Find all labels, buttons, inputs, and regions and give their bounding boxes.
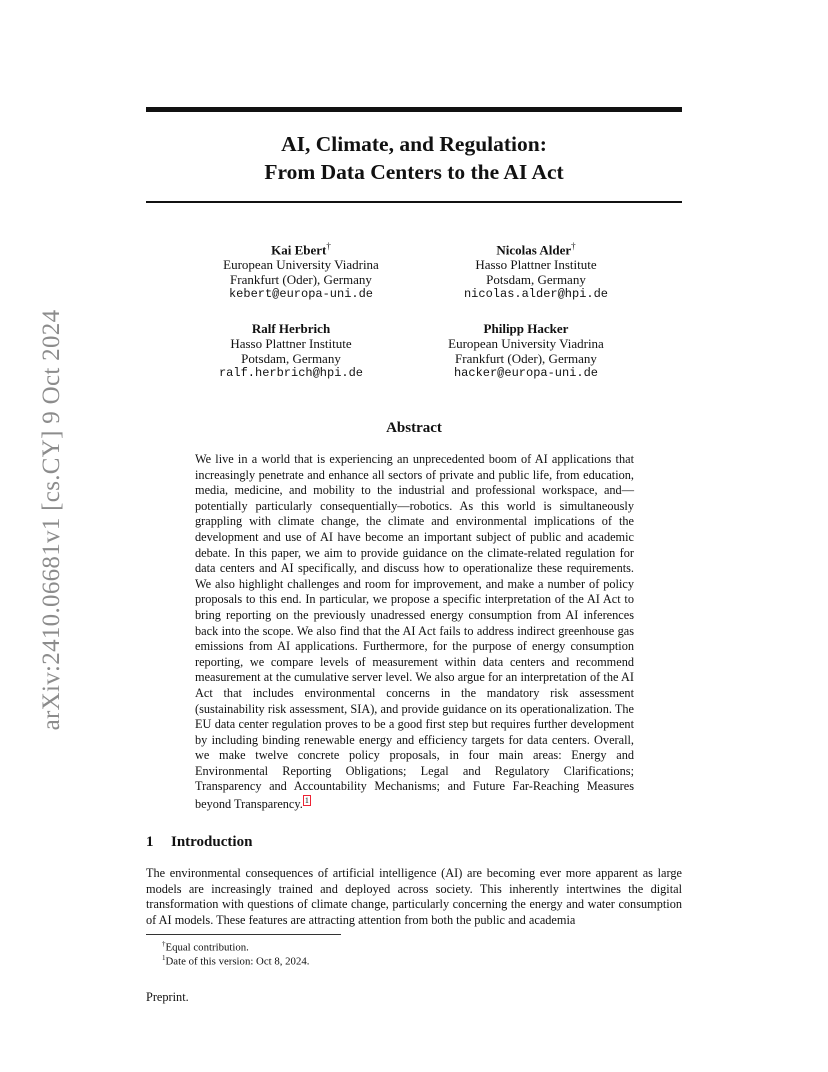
title-line-2: From Data Centers to the AI Act [264, 160, 564, 184]
author-email[interactable]: ralf.herbrich@hpi.de [218, 366, 364, 380]
author-name: Ralf Herbrich [251, 321, 331, 336]
footnote-mark: 1 [162, 954, 166, 962]
equal-contribution-mark: † [326, 241, 331, 251]
author-location: Potsdam, Germany [241, 351, 341, 366]
footnote-mark: † [162, 940, 166, 948]
footnote-2 [162, 952, 309, 969]
author-email[interactable]: nicolas.alder@hpi.de [463, 287, 609, 302]
author-block-2 [464, 239, 608, 302]
abstract-body [195, 452, 634, 813]
section-number: 1 [146, 834, 154, 850]
author-affiliation: Hasso Plattner Institute [230, 336, 352, 351]
abstract-heading: Abstract [386, 420, 442, 436]
arxiv-identifier: arXiv:2410.06681v1 [cs.CY] 9 Oct 2024 [38, 309, 65, 731]
equal-contribution-mark: † [571, 241, 576, 251]
preprint-label: Preprint. [146, 990, 189, 1004]
author-name: Nicolas Alder [496, 242, 572, 258]
author-location: Frankfurt (Oder), Germany [230, 272, 372, 288]
title-bottom-rule [146, 201, 682, 203]
author-block-4 [448, 321, 604, 381]
author-name: Kai Ebert [271, 242, 327, 258]
section-title: Introduction [171, 834, 253, 850]
footnote-text: Equal contribution. [165, 941, 249, 954]
footnote-text: Date of this version: Oct 8, 2024. [165, 955, 310, 968]
paper-title [146, 130, 682, 186]
introduction-paragraph: The environmental consequences of artificial intelligence (AI) are becoming ever more apparent as large models are increasingly trained and deployed across society. This inherently intertwines the digital transformation with questions of climate change, particularly concerning the energy and water consumption of AI models. These features are attracting attention from both the public and academia [146, 866, 682, 927]
author-name: Philipp Hacker [483, 321, 569, 336]
author-block-1 [223, 239, 379, 302]
author-location: Potsdam, Germany [486, 272, 586, 288]
author-affiliation: European University Viadrina [448, 336, 604, 351]
author-affiliation: European University Viadrina [223, 257, 379, 273]
author-email[interactable]: hacker@europa-uni.de [453, 366, 599, 380]
author-location: Frankfurt (Oder), Germany [455, 351, 597, 366]
author-block-3 [219, 321, 363, 381]
section-heading [146, 834, 252, 851]
author-email[interactable]: kebert@europa-uni.de [228, 287, 374, 302]
footnote-rule [146, 934, 341, 935]
author-affiliation: Hasso Plattner Institute [475, 257, 597, 273]
abstract-text: We live in a world that is experiencing an unprecedented boom of AI applications that increasingly penetrate and enhance all sectors of private and public life, from education, media, medicine, and mobility to the industrial and professional workspace, and—potentially particularly consequentially—robotics. As this world is simultaneously grappling with climate change, the climate and environmental implications of the development and use of AI have become an important subject of public and academic debate. In this paper, we aim to provide guidance on the climate-related regulation for data centers and AI specifically, and discuss how to operationalize these requirements. We also highlight challenges and room for improvement, and make a number of policy proposals to this end. In particular, we propose a specific interpretation of the AI Act to bring reporting on the previously unadressed energy consumption from AI inferences back into the scope. We also find that the AI Act fails to address indirect greenhouse gas emissions from AI applications. Furthermore, for the purpose of energy consumption reporting, we compare levels of measurement within data centers and recommend measurement at the cumulative server level. We also argue for an interpretation of the AI Act that includes environmental concerns in the mandatory risk assessment (sustainability risk assessment, SIA), and provide guidance on its operationalization. The EU data center regulation proves to be a good first step but requires further development by including binding renewable energy and efficiency targets for data centers. Overall, we make twelve concrete policy proposals, in four main areas: Energy and Environmental Reporting Obligations; Legal and Regulatory Clarifications; Transparency and Accountability Mechanisms; and Future Far-Reaching Measures beyond Transparency. [195, 452, 634, 812]
title-line-1: AI, Climate, and Regulation: [281, 132, 547, 156]
footnote-link[interactable]: 1 [304, 796, 309, 806]
title-top-rule [146, 107, 682, 112]
